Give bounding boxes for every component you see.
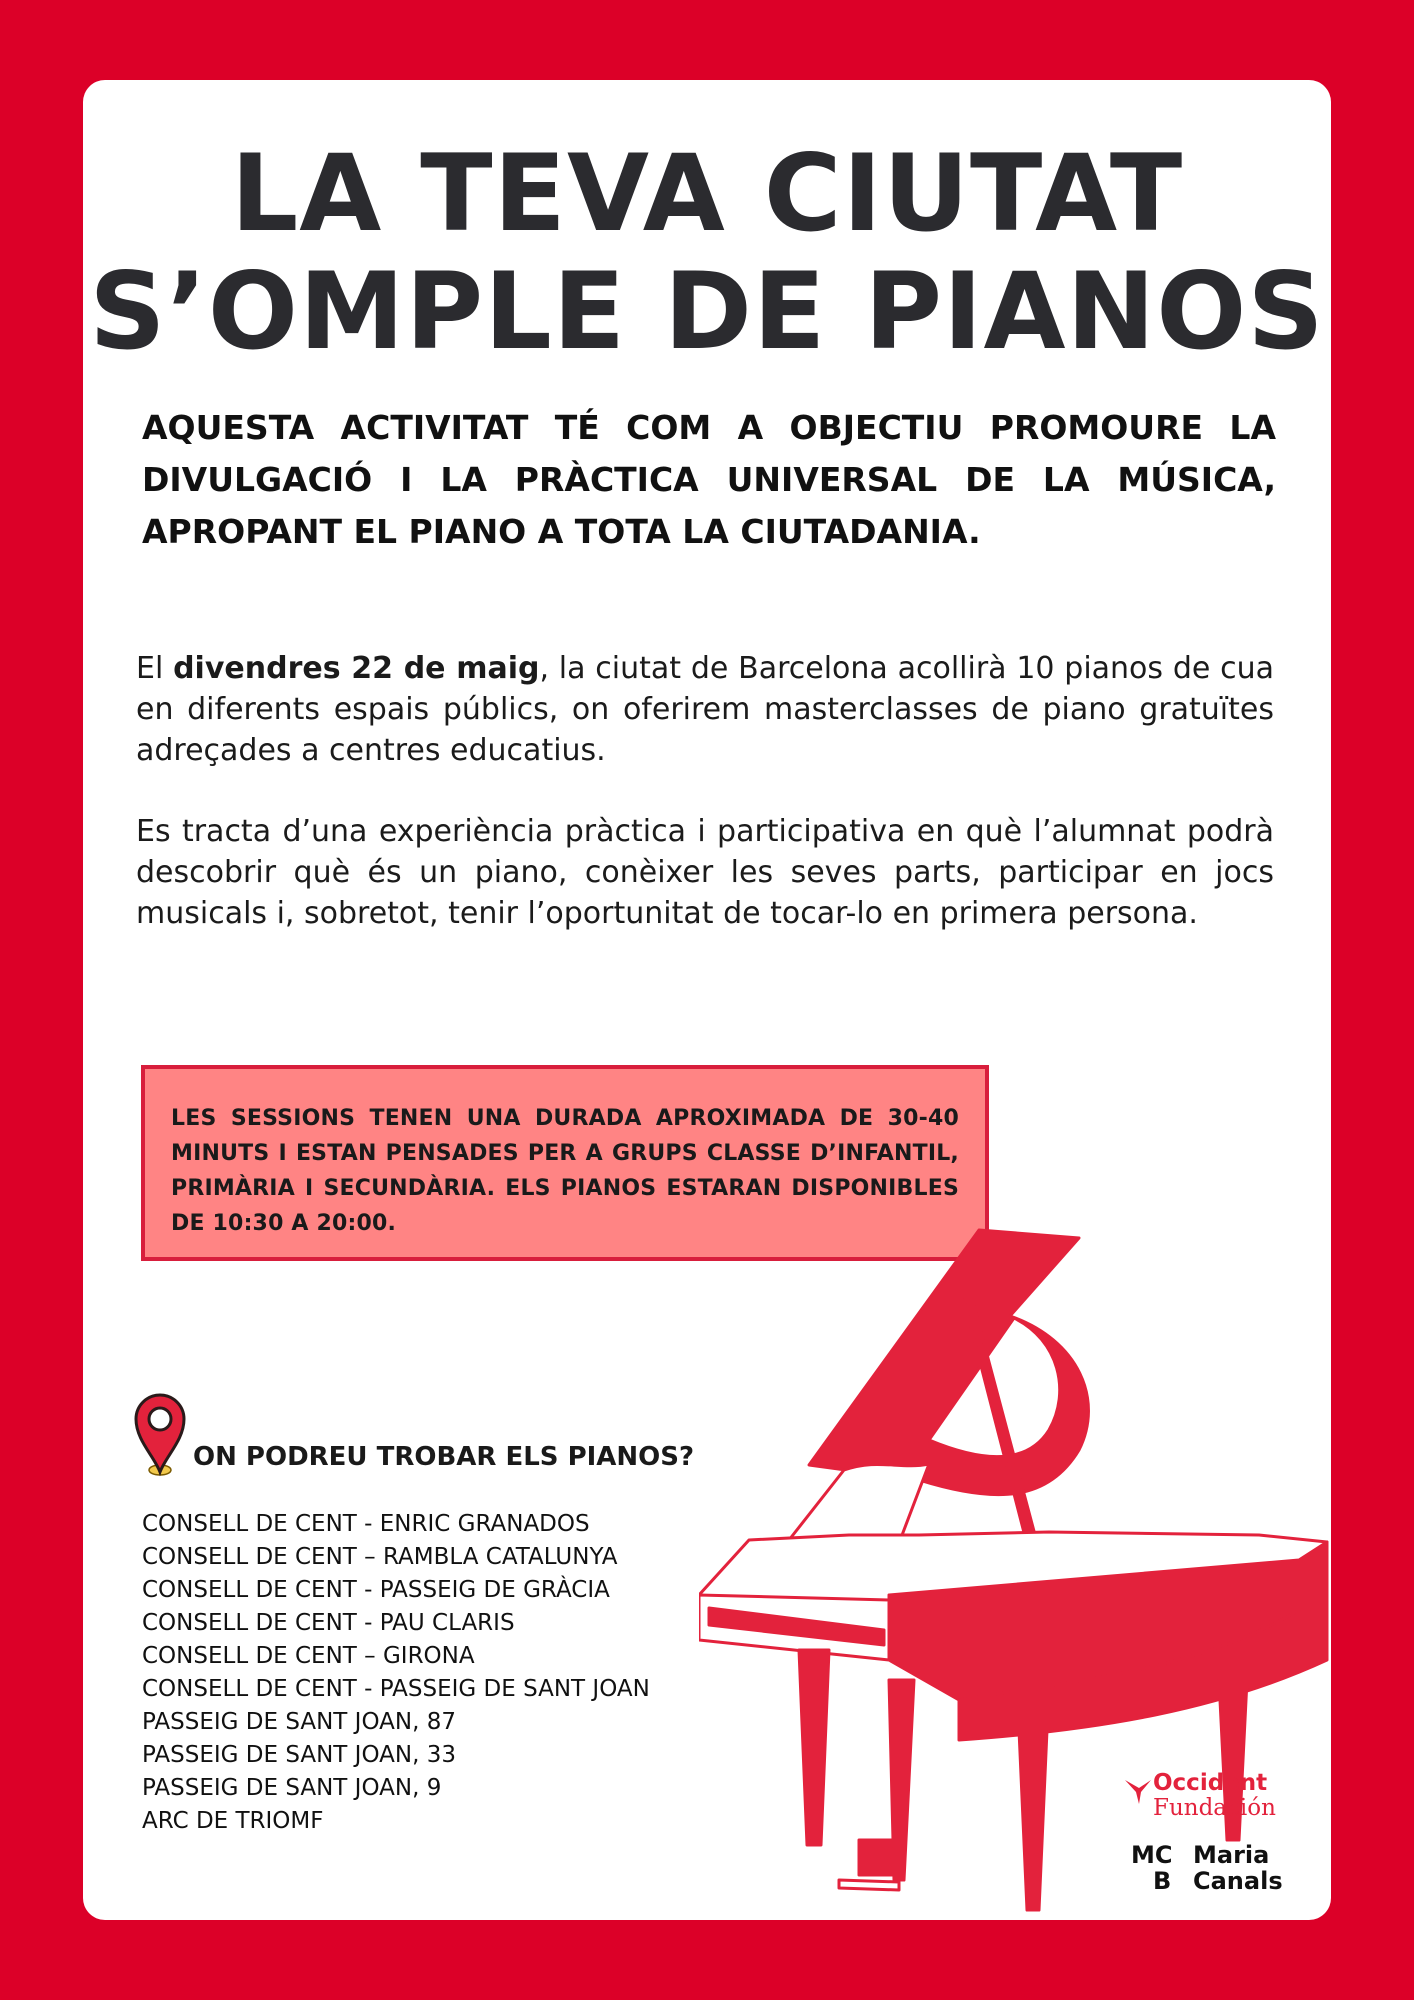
intro-statement: AQUESTA ACTIVITAT TÉ COM A OBJECTIU PROMOURE LA DIVULGACIÓ I LA PRÀCTICA UNIVERSAL DE LA MÚSICA, APROPANT EL PIANO A TOTA LA CIUTADANIA. (142, 408, 1276, 551)
list-item: CONSELL DE CENT - PAU CLARIS (142, 1610, 515, 1636)
event-date: divendres 22 de maig (173, 651, 540, 686)
occident-subtitle: Fundación (1153, 1795, 1276, 1821)
event-paragraph (136, 648, 1274, 771)
list-item: CONSELL DE CENT - PASSEIG DE GRÀCIA (142, 1577, 610, 1603)
mc-mark-top: MC (1131, 1841, 1173, 1869)
occident-name: Occident (1153, 1770, 1268, 1796)
title-line-1: LA TEVA CIUTAT (230, 132, 1184, 255)
mc-name-first: Maria (1193, 1841, 1270, 1869)
list-item: CONSELL DE CENT - ENRIC GRANADOS (142, 1511, 590, 1537)
list-item: PASSEIG DE SANT JOAN, 87 (142, 1709, 456, 1735)
list-item: CONSELL DE CENT – GIRONA (142, 1643, 475, 1669)
title-line-2: S’OMPLE DE PIANOS (89, 250, 1325, 373)
sessions-notice-text: LES SESSIONS TENEN UNA DURADA APROXIMADA DE 30-40 MINUTS I ESTAN PENSADES PER A GRUPS CLASSE D’INFANTIL, PRIMÀRIA I SECUNDÀRIA. ELS PIANOS ESTARAN DISPONIBLES DE 10:30 A 20:00. (171, 1106, 959, 1236)
event-lead: El (136, 651, 174, 686)
locations-list (142, 1508, 650, 1838)
poster-card (83, 80, 1331, 1920)
event-rest: , la ciutat de Barcelona acollirà 10 pianos de cua en diferents espais públics, on oferirem masterclasses de piano gratuïtes adreçades a centres educatius. (136, 651, 1275, 768)
poster-title (83, 132, 1331, 373)
list-item: ARC DE TRIOMF (142, 1808, 324, 1834)
maria-canals-logo (1131, 1842, 1301, 1898)
mc-mark-bottom: B (1153, 1867, 1172, 1895)
location-pin-icon (133, 1392, 187, 1478)
list-item: CONSELL DE CENT – RAMBLA CATALUNYA (142, 1544, 618, 1570)
experience-paragraph: Es tracta d’una experiència pràctica i participativa en què l’alumnat podrà descobrir què és un piano, conèixer les seves parts, participar en jocs musicals i, sobretot, tenir l’oportunitat de tocar-lo en primera persona. (136, 814, 1274, 931)
mc-name-last: Canals (1193, 1867, 1283, 1895)
occident-mark-icon (1123, 1776, 1153, 1806)
list-item: CONSELL DE CENT - PASSEIG DE SANT JOAN (142, 1676, 650, 1702)
list-item: PASSEIG DE SANT JOAN, 9 (142, 1775, 442, 1801)
list-item: PASSEIG DE SANT JOAN, 33 (142, 1742, 456, 1768)
locations-title: ON PODREU TROBAR ELS PIANOS? (193, 1442, 695, 1472)
